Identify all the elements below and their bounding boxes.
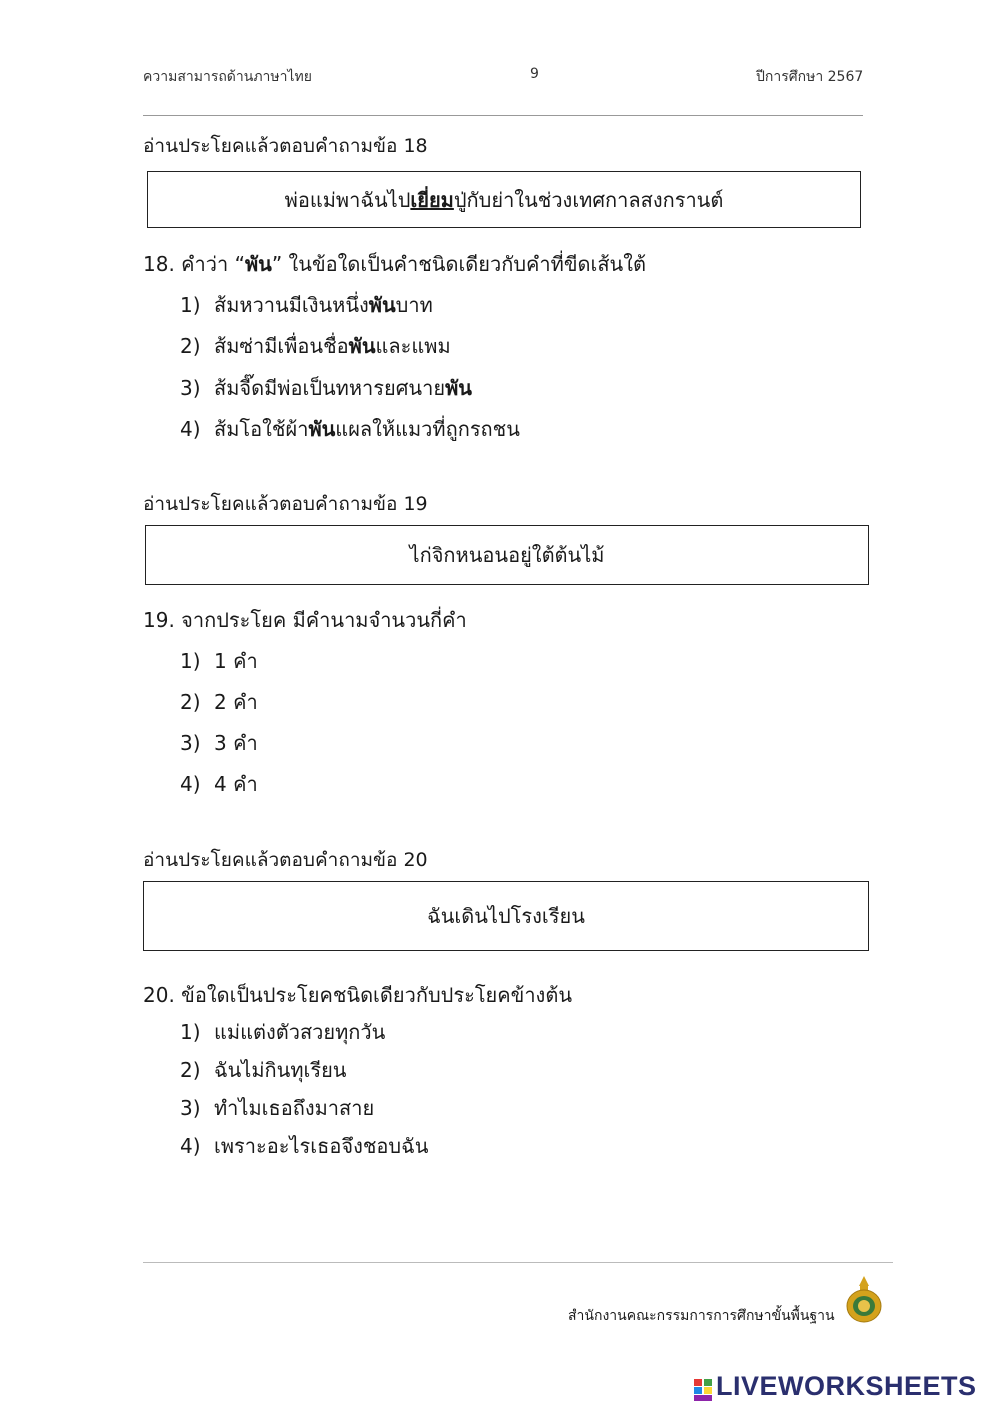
question-20: 20. ข้อใดเป็นประโยคชนิดเดียวกับประโยคข้างต้น bbox=[143, 983, 572, 1007]
sentence-18: พ่อแม่พาฉันไปเยี่ยมปู่กับย่าในช่วงเทศกาลสงกรานต์ bbox=[284, 187, 724, 212]
q18-option-3[interactable]: 3) ส้มจี๊ดมีพ่อเป็นทหารยศนายพัน bbox=[180, 376, 472, 400]
obec-seal-icon bbox=[845, 1274, 883, 1324]
footer-divider bbox=[143, 1262, 893, 1263]
instruction-19: อ่านประโยคแล้วตอบคำถามข้อ 19 bbox=[143, 493, 428, 515]
instruction-18: อ่านประโยคแล้วตอบคำถามข้อ 18 bbox=[143, 135, 428, 157]
liveworksheets-logo-icon bbox=[694, 1379, 712, 1401]
header-right: ปีการศึกษา 2567 bbox=[756, 69, 864, 85]
sentence-box-19 bbox=[145, 525, 869, 585]
question-19: 19. จากประโยค มีคำนามจำนวนกี่คำ bbox=[143, 608, 467, 632]
q20-option-2[interactable]: 2) ฉันไม่กินทุเรียน bbox=[180, 1058, 347, 1082]
q20-option-3[interactable]: 3) ทำไมเธอถึงมาสาย bbox=[180, 1096, 375, 1120]
q20-option-1[interactable]: 1) แม่แต่งตัวสวยทุกวัน bbox=[180, 1020, 386, 1044]
q19-option-3[interactable]: 3) 3 คำ bbox=[180, 731, 258, 755]
q19-option-1[interactable]: 1) 1 คำ bbox=[180, 649, 258, 673]
header-left: ความสามารถด้านภาษาไทย bbox=[143, 69, 312, 85]
q18-option-4[interactable]: 4) ส้มโอใช้ผ้าพันแผลให้แมวที่ถูกรถชน bbox=[180, 417, 520, 441]
q18-option-1[interactable]: 1) ส้มหวานมีเงินหนึ่งพันบาท bbox=[180, 293, 433, 317]
sentence-20: ฉันเดินไปโรงเรียน bbox=[427, 904, 585, 928]
q19-option-4[interactable]: 4) 4 คำ bbox=[180, 772, 258, 796]
footer-agency: สำนักงานคณะกรรมการการศึกษาขั้นพื้นฐาน bbox=[568, 1308, 835, 1324]
sentence-19: ไก่จิกหนอนอยู่ใต้ต้นไม้ bbox=[409, 543, 605, 567]
q20-option-4[interactable]: 4) เพราะอะไรเธอจึงชอบฉัน bbox=[180, 1134, 429, 1158]
brand-wordmark[interactable]: LIVEWORKSHEETS bbox=[716, 1371, 977, 1401]
sentence-box-20 bbox=[143, 881, 869, 951]
header-divider bbox=[143, 115, 863, 116]
underlined-word: เยี่ยม bbox=[410, 187, 454, 212]
sentence-box-18 bbox=[147, 171, 861, 228]
instruction-20: อ่านประโยคแล้วตอบคำถามข้อ 20 bbox=[143, 849, 428, 871]
q19-option-2[interactable]: 2) 2 คำ bbox=[180, 690, 258, 714]
page-number: 9 bbox=[530, 66, 539, 82]
question-18: 18. คำว่า “พัน” ในข้อใดเป็นคำชนิดเดียวกับคำที่ขีดเส้นใต้ bbox=[143, 252, 646, 276]
q18-option-2[interactable]: 2) ส้มซ่ามีเพื่อนชื่อพันและแพม bbox=[180, 334, 451, 358]
